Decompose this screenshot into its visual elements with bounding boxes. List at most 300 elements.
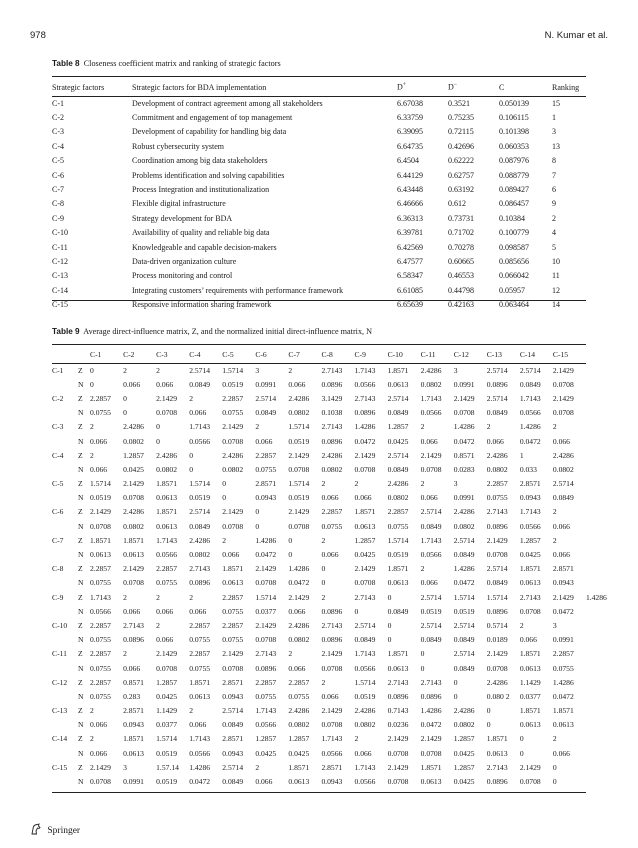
table9-cell: 1.8571 xyxy=(486,734,508,744)
table9-cell: 0.0896 xyxy=(486,521,508,531)
table9-cell: 0.066 xyxy=(90,748,108,758)
table9-cell: 1.4286 xyxy=(519,422,541,432)
table9-cell: 2 xyxy=(354,479,359,489)
table9-matrix-label: N xyxy=(78,691,84,701)
table9-cell: 2.7143 xyxy=(420,677,442,687)
table9-cell: 1.4286 xyxy=(552,677,574,687)
table9-cell: 0.0613 xyxy=(189,691,211,701)
table9-row xyxy=(52,604,586,618)
table9-matrix-label: N xyxy=(78,578,84,588)
table8-cell: C-3 xyxy=(52,127,64,137)
table9-cell: 0.066 xyxy=(486,436,504,446)
table8-cell: C-1 xyxy=(52,98,64,108)
table9-cell: 2.1429 xyxy=(486,649,508,659)
table8-cell: Development of contract agreement among all stakeholders xyxy=(132,98,323,108)
table9-cell: 0.0613 xyxy=(288,777,310,787)
table9-row xyxy=(52,519,586,533)
table9-cell: 2.4286 xyxy=(222,450,244,460)
table9-cell: 0.0566 xyxy=(321,748,343,758)
table9-cell: 0.0708 xyxy=(420,464,442,474)
table9-cell: 2.1429 xyxy=(552,393,574,403)
table9-cell: 0.0613 xyxy=(519,663,541,673)
table9-cell: 0.0613 xyxy=(387,663,409,673)
table9-cell: 0.0802 xyxy=(156,464,178,474)
table9-cell: 3 xyxy=(255,365,260,375)
table9-cell: 1.1429 xyxy=(156,706,178,716)
table9-cell: 0.0755 xyxy=(222,635,244,645)
table8-cell: 15 xyxy=(552,98,560,108)
table9-cell: 0.066 xyxy=(255,777,273,787)
table9-cell: 2.4286 xyxy=(552,450,574,460)
table9-cell: 0.0519 xyxy=(222,379,244,389)
table9-row xyxy=(52,689,586,703)
table9-cell: 2.4286 xyxy=(387,479,409,489)
table9-row xyxy=(52,718,586,732)
table9-row xyxy=(52,363,586,377)
table9-cell: 0.0849 xyxy=(519,379,541,389)
table9-cell: 0 xyxy=(552,762,557,772)
table9-factor-cell: C-13 xyxy=(52,706,68,716)
table9-cell: 0.0802 xyxy=(288,408,310,418)
table9-cell: 3 xyxy=(123,762,127,772)
table9-cell: 1.5714 xyxy=(255,592,277,602)
table9-row xyxy=(52,590,586,604)
table9-row xyxy=(52,420,586,434)
table9-matrix-label: N xyxy=(78,493,84,503)
table9-cell: 0.0519 xyxy=(189,493,211,503)
table9-cell: 2 xyxy=(255,762,260,772)
table8-header-cell: D+ xyxy=(397,82,407,92)
table8-cell: C-7 xyxy=(52,185,64,195)
table8-cell: C-4 xyxy=(52,141,64,151)
table9 xyxy=(52,346,607,789)
table9-cell: 0.0849 xyxy=(387,408,409,418)
table9-cell: 1.7143 xyxy=(255,706,277,716)
table8-cell: 0.63192 xyxy=(448,185,474,195)
table9-cell: 2 xyxy=(552,535,557,545)
table8-cell: 7 xyxy=(552,170,556,180)
table9-cell: 0.0943 xyxy=(519,493,541,503)
table9-cell: 0.0849 xyxy=(453,550,475,560)
table9-cell: 0.0849 xyxy=(354,635,376,645)
table9-cell: 0.0849 xyxy=(189,379,211,389)
table8-row xyxy=(52,139,586,153)
table9-matrix-label: N xyxy=(78,408,84,418)
table9-cell: 0.0708 xyxy=(321,663,343,673)
table9-cell: 0.0708 xyxy=(354,464,376,474)
table9-cell: 0.0566 xyxy=(354,379,376,389)
table9-cell: 0.0472 xyxy=(519,436,541,446)
table9-cell: 2.4286 xyxy=(189,535,211,545)
table9-cell: 0.0755 xyxy=(255,691,277,701)
table9-top-rule xyxy=(52,344,586,345)
table8-cell: 0.75235 xyxy=(448,113,474,123)
table9-cell: 2 xyxy=(90,706,94,716)
table8-cell: 0.60665 xyxy=(448,256,474,266)
table9-cell: 2.5714 xyxy=(354,620,376,630)
table9-cell: 2 xyxy=(420,422,425,432)
table9-factor-cell: C-12 xyxy=(52,677,68,687)
table8-cell: 6.36313 xyxy=(397,213,423,223)
table9-cell: 2.5714 xyxy=(420,620,442,630)
table9-factor-cell: C-9 xyxy=(52,592,64,602)
table9-cell: 0.0896 xyxy=(189,578,211,588)
table9-factor-cell xyxy=(52,746,78,760)
table9-cell: 1.5714 xyxy=(156,734,178,744)
table9-cell: 1.7143 xyxy=(189,734,211,744)
table9-cell: 2.8571 xyxy=(519,479,541,489)
table9-cell: 0.0189 xyxy=(486,635,508,645)
table9-cell: 3 xyxy=(552,620,557,630)
table9-cell: 1.8571 xyxy=(519,706,541,716)
table8-cell: 0.089427 xyxy=(499,185,529,195)
table8-cell: 11 xyxy=(552,271,560,281)
table9-cell: 2.1429 xyxy=(321,649,343,659)
table9-factor-cell xyxy=(52,604,78,618)
table8-cell: 0.100779 xyxy=(499,228,529,238)
table9-factor-cell xyxy=(52,661,78,675)
table9-cell: 2.5714 xyxy=(420,507,442,517)
table9-factor-cell: C-15 xyxy=(52,762,68,772)
table8-cell: 9 xyxy=(552,199,556,209)
table9-cell: 1.4286 xyxy=(420,706,442,716)
table9-cell: 0.0377 xyxy=(519,691,541,701)
table9-cell: 2.2857 xyxy=(486,479,508,489)
table9-cell: 2.2857 xyxy=(387,507,409,517)
table9-cell: 2.4286 xyxy=(156,450,178,460)
table9-cell: 2 xyxy=(519,620,524,630)
table9-cell: 2.8571 xyxy=(255,479,277,489)
table9-cell: 2.1429 xyxy=(321,706,343,716)
table8-cell: 14 xyxy=(552,300,560,310)
table9-cell: 0.066 xyxy=(519,635,537,645)
table9-cell: 0.0708 xyxy=(222,521,244,531)
table9-cell: 0 xyxy=(552,777,557,787)
table9-cell: 0.0377 xyxy=(156,720,178,730)
table9-cell: 0.066 xyxy=(156,606,174,616)
table9-cell: 1.8571 xyxy=(420,762,442,772)
table9-cell: 2.7143 xyxy=(321,422,343,432)
table9-cell: 2.5714 xyxy=(387,450,409,460)
table8-cell: 6 xyxy=(552,185,556,195)
table9-cell: 0.0802 xyxy=(420,379,442,389)
table8-cell: 3 xyxy=(552,127,556,137)
table9-cell: 1.8571 xyxy=(123,734,144,744)
table9-cell: 0.0519 xyxy=(288,493,310,503)
table8-caption xyxy=(52,59,281,68)
table9-cell: 2.7143 xyxy=(486,762,508,772)
table9-cell: 0.066 xyxy=(255,436,273,446)
table9-cell: 1.4286 xyxy=(288,564,310,574)
table8-cell: 0.085656 xyxy=(499,256,529,266)
table9-cell: 2 xyxy=(321,535,326,545)
table9-cell: 1.5714 xyxy=(222,365,244,375)
table9-matrix-label: N xyxy=(78,379,84,389)
table8-cell: 6.39095 xyxy=(397,127,423,137)
table9-cell: 0.8571 xyxy=(453,450,475,460)
table9-cell: 2.5714 xyxy=(222,706,244,716)
table9-cell: 0 xyxy=(255,507,260,517)
table8-cell: C-6 xyxy=(52,170,64,180)
table9-cell: 2 xyxy=(486,422,491,432)
table9-cell: 0.0849 xyxy=(453,635,475,645)
table9-matrix-label: N xyxy=(78,521,84,531)
table9-cell: 2.7143 xyxy=(123,620,144,630)
table9-cell: 2 xyxy=(123,365,127,375)
table9-cell: 0.0755 xyxy=(90,691,111,701)
table9-cell: 0.0755 xyxy=(486,493,508,503)
table9-cell: 0.0283 xyxy=(453,464,475,474)
table9-cell: 0.283 xyxy=(123,691,141,701)
table9-cell: 0.0425 xyxy=(453,748,475,758)
table8-title: Closeness coefficient matrix and ranking of strategic factors xyxy=(83,59,281,68)
table9-cell: 0.066 xyxy=(420,578,438,588)
table8-cell: Availability of quality and reliable big data xyxy=(132,228,270,238)
table9-cell: 2.5714 xyxy=(222,762,244,772)
table9-cell: 0 xyxy=(354,606,359,616)
table9-cell: 2.1429 xyxy=(453,393,475,403)
table9-cell: 1.8571 xyxy=(387,649,409,659)
table9-cell: 0.0472 xyxy=(453,578,475,588)
table9-factor-cell: C-7 xyxy=(52,535,64,545)
table9-cell: 0.0613 xyxy=(387,578,409,588)
table8-cell: 6.65639 xyxy=(397,300,423,310)
table9-cell: 0 xyxy=(123,408,127,418)
table9-cell: 0.066 xyxy=(354,493,372,503)
table9-cell: 0.0849 xyxy=(486,408,508,418)
table8-row xyxy=(52,283,586,297)
table9-cell: 1.8571 xyxy=(123,535,144,545)
table9-cell: 2.8571 xyxy=(222,734,244,744)
table8-cell: C-9 xyxy=(52,213,64,223)
table9-cell: 2 xyxy=(189,592,193,602)
table9-cell: 0.0896 xyxy=(321,606,343,616)
table9-cell: 1.8571 xyxy=(288,762,310,772)
table9-row xyxy=(52,576,586,590)
table9-cell: 0.0802 xyxy=(453,521,475,531)
table9-cell: 1.7143 xyxy=(354,365,376,375)
table8-cell: 6.39781 xyxy=(397,228,423,238)
table9-factor-cell xyxy=(52,491,78,505)
table9-cell: 0.0896 xyxy=(486,777,508,787)
table9-row xyxy=(52,434,586,448)
table9-cell: 0.0755 xyxy=(255,464,277,474)
table9-cell: 2.5714 xyxy=(486,393,508,403)
table9-column-header: C-2 xyxy=(123,350,135,359)
table9-row xyxy=(52,491,586,505)
table9-column-header: C-5 xyxy=(222,350,234,359)
table9-cell: 2.2857 xyxy=(90,393,111,403)
table9-matrix-label: Z xyxy=(78,649,83,659)
table9-cell: 0.0472 xyxy=(288,578,310,588)
table9-bottom-rule xyxy=(52,792,586,793)
table8-cell: 12 xyxy=(552,285,560,295)
table9-factor-cell: C-6 xyxy=(52,507,64,517)
table9-cell: 1.4286 xyxy=(189,762,211,772)
table9-cell: 2.1429 xyxy=(387,762,409,772)
table8-cell: C-14 xyxy=(52,285,68,295)
table9-cell: 0 xyxy=(486,706,491,716)
table9-cell: 2.1429 xyxy=(420,734,442,744)
table9-cell: 1.8571 xyxy=(519,564,541,574)
table9-cell: 0.0896 xyxy=(420,691,442,701)
table9-cell: 0.0708 xyxy=(519,777,541,787)
table9-column-header: C-8 xyxy=(321,350,333,359)
table9-cell: 2.4286 xyxy=(288,706,310,716)
table8-cell: 6.4504 xyxy=(397,156,419,166)
table9-cell: 0.080 2 xyxy=(486,691,510,701)
table9-cell: 1.8571 xyxy=(552,706,574,716)
table8-cell: 10 xyxy=(552,256,560,266)
table8-cell: 6.47577 xyxy=(397,256,423,266)
table8-cell: 0.42163 xyxy=(448,300,474,310)
table9-cell: 0 xyxy=(453,677,458,687)
table9-cell: 1.7143 xyxy=(321,734,343,744)
table9-cell: 0.0613 xyxy=(387,379,409,389)
table9-cell: 0.0943 xyxy=(222,691,244,701)
table9-cell: 2.1429 xyxy=(255,564,277,574)
table9-cell: 0.0708 xyxy=(486,663,508,673)
table9-cell: 1.8571 xyxy=(354,507,376,517)
table9-cell: 0.066 xyxy=(321,691,339,701)
table9-cell: 0.7143 xyxy=(387,706,409,716)
table9-cell: 0.0849 xyxy=(552,493,574,503)
table9-cell: 0.066 xyxy=(552,436,570,446)
table9-cell: 0 xyxy=(387,635,392,645)
table9-cell: 2.7143 xyxy=(387,677,409,687)
table9-cell: 0.0519 xyxy=(156,748,178,758)
table9-cell: 0.066 xyxy=(189,408,207,418)
table9-cell: 2 xyxy=(552,507,557,517)
table9-cell: 2.4286 xyxy=(486,677,508,687)
table9-cell: 0 xyxy=(189,464,193,474)
table9-cell: 0 xyxy=(387,620,392,630)
table9-matrix-label: Z xyxy=(78,620,83,630)
table8-cell: 0.72115 xyxy=(448,127,474,137)
table9-cell: 0.0566 xyxy=(420,408,442,418)
table9-cell: 2.7143 xyxy=(321,620,343,630)
table8-cell: C-10 xyxy=(52,228,68,238)
table9-cell: 0.0708 xyxy=(156,663,178,673)
table9-cell: 0.0943 xyxy=(321,777,343,787)
table9-cell: 0.0708 xyxy=(453,408,475,418)
table9-cell: 0.0566 xyxy=(156,550,178,560)
table9-factor-cell: C-8 xyxy=(52,564,64,574)
table8 xyxy=(52,78,586,312)
table9-cell: 0.0519 xyxy=(156,777,178,787)
table9-cell: 0.0566 xyxy=(354,777,376,787)
table9-matrix-label: N xyxy=(78,777,84,787)
table9-cell: 0.0755 xyxy=(222,408,244,418)
table9-cell: 0.0896 xyxy=(255,663,277,673)
table9-cell: 2 xyxy=(552,734,557,744)
table9-cell: 0.0472 xyxy=(420,720,442,730)
table8-cell: Integrating customers’ requirements with performance framework xyxy=(132,285,344,295)
table9-cell: 2.1429 xyxy=(255,620,277,630)
table9-row xyxy=(52,377,586,391)
table9-cell: 0.0708 xyxy=(552,379,574,389)
table9-cell: 0.0896 xyxy=(321,379,343,389)
table9-column-header: C-13 xyxy=(486,350,502,359)
table9-cell: 2 xyxy=(123,649,127,659)
table8-cell: Robust cybersecurity system xyxy=(132,141,224,151)
table8-cell: Development of capability for handling big data xyxy=(132,127,287,137)
table9-cell: 2.1429 xyxy=(288,507,310,517)
table8-row xyxy=(52,96,586,110)
table9-title: Average direct-influence matrix, Z, and the normalized initial direct-influence matrix, N xyxy=(83,327,373,336)
table9-row xyxy=(52,704,586,718)
table9-cell: 0.033 xyxy=(519,464,537,474)
table9-cell: 0.0708 xyxy=(222,436,244,446)
table9-cell: 0.0802 xyxy=(288,635,310,645)
table9-cell: 2 xyxy=(156,620,160,630)
table9-row xyxy=(52,477,586,491)
table9-cell: 1.57.14 xyxy=(156,762,179,772)
table9-cell: 2.2857 xyxy=(552,649,574,659)
table9-matrix-label: Z xyxy=(78,365,83,375)
table9-cell: 1.7143 xyxy=(519,393,541,403)
table9-cell: 0.0425 xyxy=(354,550,376,560)
table9-cell: 2 xyxy=(189,393,193,403)
table9-cell: 2.7143 xyxy=(255,649,277,659)
table9-column-header: C-14 xyxy=(519,350,535,359)
table8-row xyxy=(52,226,586,240)
table9-cell: 0.0708 xyxy=(552,408,574,418)
table9-cell: 0.0425 xyxy=(123,464,144,474)
table9-matrix-label: Z xyxy=(78,706,83,716)
table9-cell: 2.5714 xyxy=(387,393,409,403)
table9-cell: 0 xyxy=(222,479,227,489)
table9-row xyxy=(52,774,586,788)
table9-matrix-label: N xyxy=(78,606,84,616)
table9-cell: 2.4286 xyxy=(123,422,144,432)
table9-cell: 0 xyxy=(123,393,127,403)
table8-cell: Data-driven organization culture xyxy=(132,256,237,266)
table9-cell: 0 xyxy=(486,720,491,730)
table9-factor-cell: C-4 xyxy=(52,450,64,460)
table9-cell: 0.0708 xyxy=(420,748,442,758)
table9-cell: 0.0755 xyxy=(90,635,111,645)
table9-cell: 1.4286 xyxy=(354,422,376,432)
table8-cell: C-2 xyxy=(52,113,64,123)
table9-cell: 0.1038 xyxy=(321,408,343,418)
table9-cell: 1.2857 xyxy=(354,535,376,545)
table8-row xyxy=(52,211,586,225)
table9-cell: 2.1429 xyxy=(552,592,574,602)
table9-cell: 0.0802 xyxy=(123,436,144,446)
table9-column-header: C-6 xyxy=(255,350,267,359)
table9-column-header: C-10 xyxy=(387,350,403,359)
table9-cell: 0.0849 xyxy=(222,720,244,730)
table8-cell: 0.70278 xyxy=(448,242,474,252)
table8-row xyxy=(52,125,586,139)
table9-cell: 0.0755 xyxy=(90,578,111,588)
table9-cell: 0.066 xyxy=(288,606,306,616)
table9-cell: 3 xyxy=(453,365,458,375)
table8-cell: 0.10384 xyxy=(499,213,525,223)
table9-column-header: C-4 xyxy=(189,350,201,359)
table9-cell: 2.7143 xyxy=(486,507,508,517)
table8-cell: 6.46666 xyxy=(397,199,423,209)
table9-row xyxy=(52,406,586,420)
table9-cell: 0.0802 xyxy=(486,464,508,474)
table9-cell: 0.0613 xyxy=(123,550,144,560)
table9-cell: 1.7143 xyxy=(90,592,111,602)
table8-row xyxy=(52,110,586,124)
table9-cell: 0.0802 xyxy=(453,720,475,730)
table9-cell: 0.5714 xyxy=(486,620,508,630)
table8-cell: 8 xyxy=(552,156,556,166)
